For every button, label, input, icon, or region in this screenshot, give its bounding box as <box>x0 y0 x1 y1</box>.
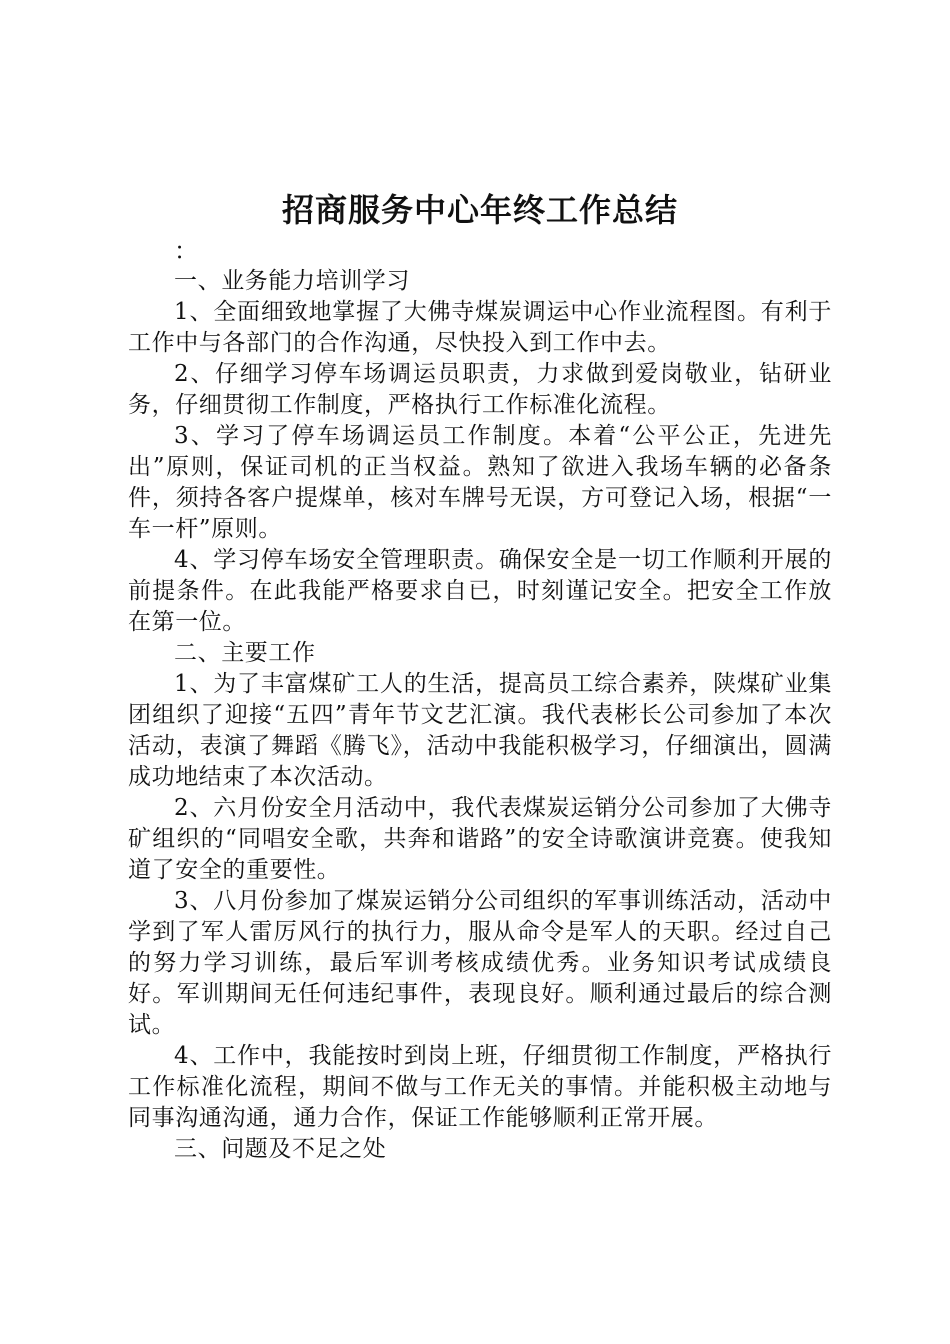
section-heading-2: 二、主要工作 <box>174 640 316 666</box>
paragraph: 3、八月份参加了煤炭运销分公司组织的军事训练活动，活动中学到了军人雷厉风行的执行力，服从命令是军人的天职。经过自己的努力学习训练，最后军训考核成绩优秀。业务知识考试成绩良好。军训期间无任何违纪事件，表现良好。顺利通过最后的综合测试。 <box>128 888 832 1038</box>
paragraph: 1、为了丰富煤矿工人的生活，提高员工综合素养，陕煤矿业集团组织了迎接“五四”青年节文艺汇演。我代表彬长公司参加了本次活动，表演了舞蹈《腾飞》，活动中我能积极学习，仔细演出，圆满成功地结束了本次活动。 <box>128 671 832 790</box>
paragraph: 3、学习了停车场调运员工作制度。本着“公平公正，先进先出”原则，保证司机的正当权益。熟知了欲进入我场车辆的必备条件，须持各客户提煤单，核对车牌号无误，方可登记入场，根据“一车一杆”原则。 <box>128 423 832 542</box>
section-heading-3: 三、问题及不足之处 <box>174 1136 387 1162</box>
paragraph: 1、全面细致地掌握了大佛寺煤炭调运中心作业流程图。有利于工作中与各部门的合作沟通，尽快投入到工作中去。 <box>128 299 832 356</box>
paragraph: 4、学习停车场安全管理职责。确保安全是一切工作顺利开展的前提条件。在此我能严格要求自已，时刻谨记安全。把安全工作放在第一位。 <box>128 547 832 635</box>
paragraph: 2、仔细学习停车场调运员职责，力求做到爱岗敬业，钻研业务，仔细贯彻工作制度，严格执行工作标准化流程。 <box>128 361 832 418</box>
section-heading-1: 一、业务能力培训学习 <box>174 268 410 294</box>
paragraph: 4、工作中，我能按时到岗上班，仔细贯彻工作制度，严格执行工作标准化流程，期间不做与工作无关的事情。并能积极主动地与同事沟通沟通，通力合作，保证工作能够顺利正常开展。 <box>128 1043 832 1131</box>
lead-colon: ： <box>174 237 198 265</box>
paragraph: 2、六月份安全月活动中，我代表煤炭运销分公司参加了大佛寺矿组织的“同唱安全歌，共奔和谐路”的安全诗歌演讲竞赛。使我知道了安全的重要性。 <box>128 795 832 883</box>
document-page <box>128 186 832 1165</box>
document-title: 招商服务中心年终工作总结 <box>281 191 678 229</box>
